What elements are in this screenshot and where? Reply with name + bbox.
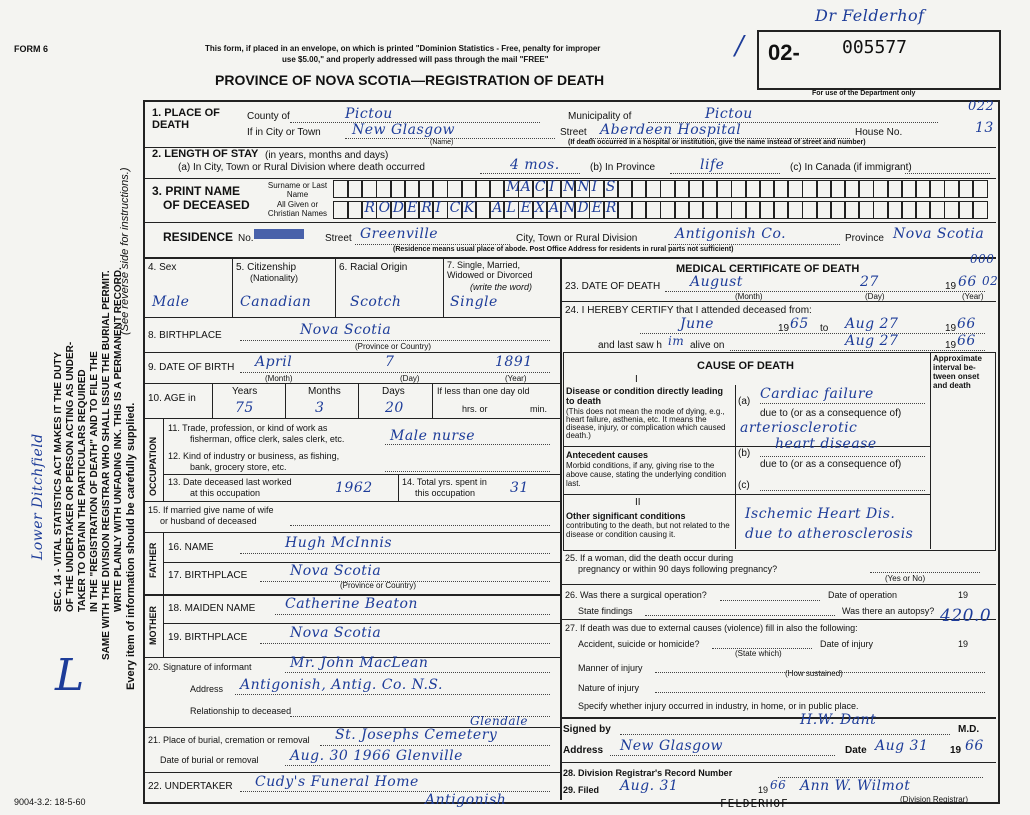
given-name-letter: E (591, 200, 603, 216)
divider (143, 257, 996, 259)
father-birthplace-label: 17. BIRTHPLACE (168, 570, 248, 581)
legal-line-2: OF THE UNDERTAKER OR PERSON ACTING AS UNDER- (65, 341, 76, 612)
death-date-label: 23. DATE OF DEATH (565, 281, 661, 292)
length-of-stay-label: 2. LENGTH OF STAY (152, 148, 259, 160)
legal-line-4: IN THE "REGISTRATION OF DEATH" AND TO FILE THE (89, 351, 100, 612)
signer-address-line (610, 755, 835, 756)
divider (560, 717, 996, 719)
burial-date-label: Date of burial or removal (160, 755, 259, 765)
autopsy-label: Was there an autopsy? (842, 606, 935, 616)
divider (143, 317, 560, 318)
dob-year: 1891 (495, 354, 533, 370)
divider (560, 619, 996, 620)
divider (443, 257, 444, 317)
city-label: If in City or Town (247, 127, 321, 138)
manner-label: Manner of injury (578, 663, 643, 673)
cause-of-death-title: CAUSE OF DEATH (697, 360, 794, 372)
to-year-prefix: 19 (945, 323, 957, 334)
undertaker-town: Antigonish (425, 792, 507, 808)
code-a: 000 (970, 252, 995, 266)
residence-city-line (668, 244, 840, 245)
street-value: Aberdeen Hospital (600, 122, 742, 138)
divider (560, 584, 996, 585)
divider (143, 222, 996, 223)
mother-birthplace-value: Nova Scotia (290, 625, 382, 641)
min-label: min. (530, 404, 548, 414)
to-year: 66 (957, 316, 976, 332)
death-month-caption: (Month) (735, 292, 763, 301)
woman-label-1: 25. If a woman, did the death occur during (565, 553, 734, 563)
signed-by-label: Signed by (563, 724, 611, 735)
dept-use-label: For use of the Department only (812, 90, 916, 97)
given-name-letter: K (463, 200, 475, 216)
part-two-label: II (635, 497, 641, 508)
informant-address-value: Antigonish, Antig. Co. N.S. (240, 677, 443, 693)
municipality-code: 022 (968, 99, 995, 114)
age-years-label: Years (232, 386, 258, 397)
total-years-label-1: 14. Total yrs. spent in (402, 477, 487, 487)
cause-a2-value: arteriosclerotic (740, 420, 858, 436)
divider (163, 623, 560, 624)
house-no-label: House No. (855, 127, 903, 138)
given-name-letter: C (449, 200, 461, 216)
trade-label-1: 11. Trade, profession, or kind of work as (168, 423, 328, 433)
due-to-label-a: due to (or as a consequence of) (760, 408, 902, 419)
dob-day: 7 (385, 354, 395, 370)
corner-note: Dr Felderhof (815, 6, 925, 25)
signed-year: 66 (965, 738, 984, 754)
burial-place-label: 21. Place of burial, cremation or removal (148, 735, 310, 745)
trade-label-2: fisherman, office clerk, sales clerk, etc. (190, 434, 345, 444)
father-name-value: Hugh McInnis (285, 535, 393, 551)
residence-label: RESIDENCE (163, 230, 234, 244)
margin-handwritten-note: Lower Ditchfield (30, 433, 46, 560)
father-name-label: 16. NAME (168, 542, 214, 553)
form-number: FORM 6 (14, 44, 49, 54)
street-label: Street (560, 127, 587, 138)
stay-city-line (480, 173, 580, 174)
stay-canada-line (905, 173, 990, 174)
place-of-death-label (152, 107, 232, 131)
house-no-value: 13 (975, 120, 994, 136)
felderhof-stamp: FELDERHOF (720, 797, 789, 810)
relationship-label: Relationship to deceased (190, 706, 292, 716)
father-name-line (240, 553, 550, 554)
dob-label: 9. DATE OF BIRTH (148, 362, 235, 373)
father-birthplace-caption: (Province or Country) (340, 581, 417, 590)
municipality-value: Pictou (705, 106, 753, 122)
surgical-label: 26. Was there a surgical operation? (565, 590, 707, 600)
divider (335, 257, 336, 317)
print-name-label-1: 3. PRINT NAME (152, 184, 241, 198)
residence-city-value: Antigonish Co. (675, 226, 787, 242)
woman-line (870, 572, 980, 573)
divider (563, 494, 930, 495)
cause-b-line (760, 456, 925, 457)
legal-line-1: SEC. 14 - VITAL STATISTICS ACT MAKES IT THE DUTY (53, 351, 64, 612)
injury-year-prefix: 19 (958, 639, 969, 649)
city-value: New Glasgow (352, 122, 456, 138)
last-saw-year-prefix: 19 (945, 340, 957, 351)
burial-overwrite: Glendale (470, 714, 529, 728)
see-reverse-note: (See reverse side for instructions.) (119, 167, 131, 335)
age-days-value: 20 (385, 400, 404, 416)
signed-by-line (620, 734, 950, 735)
birthplace-line (240, 340, 550, 341)
residence-street-value: Greenville (360, 226, 439, 242)
filed-year-prefix: 19 (758, 785, 769, 795)
disease-label: Disease or condition directly leading to death (566, 386, 724, 406)
yes-no-caption: (Yes or No) (885, 574, 926, 583)
mother-birthplace-line (260, 643, 550, 644)
given-name-letter: X (534, 200, 546, 216)
spouse-label-2: or husband of deceased (160, 516, 257, 526)
approx-interval-label: Approximate interval be-tween onset and death (933, 354, 982, 390)
signer-address-label: Address (563, 745, 604, 756)
surname-letter: A (520, 179, 532, 195)
death-date-line (665, 291, 985, 292)
every-item-note: Every item of information should be carefully supplied. (125, 402, 137, 690)
stay-province-label: (b) In Province (590, 162, 656, 173)
residence-province-label: Province (845, 233, 884, 244)
birthplace-value: Nova Scotia (300, 322, 392, 338)
burial-place-line (320, 745, 550, 746)
industry-label-1: 12. Kind of industry or business, as fishing, (168, 451, 340, 461)
dob-year-caption: (Year) (505, 374, 527, 383)
citizenship-value: Canadian (240, 294, 312, 310)
given-name-letter: A (492, 200, 503, 216)
mother-birthplace-label: 19. BIRTHPLACE (168, 632, 248, 643)
given-name-letter: E (407, 200, 418, 216)
residence-street-line (355, 244, 510, 245)
length-of-stay-sub: (in years, months and days) (265, 150, 389, 161)
sex-label: 4. Sex (148, 262, 177, 273)
cause-b-value: heart disease (775, 436, 877, 452)
form-code: 9004-3.2: 18-5-60 (14, 797, 86, 807)
undertaker-value: Cudy's Funeral Home (255, 774, 419, 790)
specify-label: Specify whether injury occurred in industry, in home, or in public place. (578, 701, 859, 711)
registrar-caption: (Division Registrar) (900, 795, 969, 804)
state-which-caption: (State which) (735, 649, 782, 658)
how-sustained-caption: (How sustained) (785, 669, 843, 678)
accident-label: Accident, suicide or homicide? (578, 639, 700, 649)
scribbled-out-number (254, 229, 304, 239)
given-name-letter: D (392, 200, 405, 216)
death-year-caption: (Year) (962, 292, 984, 301)
informant-sig-value: Mr. John MacLean (290, 655, 429, 671)
state-findings-line (645, 615, 835, 616)
md-label: M.D. (958, 724, 980, 735)
medical-certificate-title: MEDICAL CERTIFICATE OF DEATH (676, 263, 860, 275)
burial-date-line (285, 765, 550, 766)
date-operation-label: Date of operation (828, 590, 898, 600)
interval-divider (930, 352, 931, 549)
informant-sig-label: 20. Signature of informant (148, 662, 252, 672)
last-worked-value: 1962 (335, 480, 373, 496)
due-to-label-b: due to (or as a consequence of) (760, 459, 902, 470)
filed-year: 66 (770, 778, 787, 792)
surname-letter: S (605, 179, 616, 195)
record-number-label: 28. Division Registrar's Record Number (563, 768, 733, 778)
divider (398, 474, 399, 501)
dob-month: April (255, 354, 293, 370)
part-one-label: I (635, 374, 638, 385)
divider (143, 352, 560, 353)
county-label: County of (247, 111, 290, 122)
given-name-letter: O (378, 200, 391, 216)
antecedent-label: Antecedent causes (566, 450, 649, 460)
given-name-cell (972, 201, 988, 219)
burial-place-value: St. Josephs Cemetery (335, 727, 498, 743)
informant-address-line (235, 694, 550, 695)
mail-notice-line1: This form, if placed in an envelope, on which is printed "Dominion Statistics - Free, penalty for improper (205, 44, 601, 53)
marital-label: 7. Single, Married, Widowed or Divorced (447, 260, 533, 280)
date-injury-label: Date of injury (820, 639, 874, 649)
residence-street-label: Street (325, 233, 352, 244)
undertaker-label: 22. UNDERTAKER (148, 781, 233, 792)
spouse-line (290, 525, 550, 526)
filed-value: Aug. 31 (620, 778, 679, 794)
divider (212, 383, 213, 418)
cause-b-label: (b) (738, 448, 751, 459)
marital-value: Single (450, 294, 498, 310)
industry-line (385, 471, 550, 472)
father-birthplace-value: Nova Scotia (290, 563, 382, 579)
dob-month-caption: (Month) (265, 374, 293, 383)
age-label: 10. AGE in (148, 393, 196, 404)
attended-line (640, 333, 985, 334)
total-years-label-2: this occupation (415, 488, 476, 498)
stay-city-label: (a) In City, Town or Rural Division where death occurred (178, 162, 425, 173)
surname-letter: N (563, 179, 576, 195)
cause-a-line (760, 403, 925, 404)
residence-note: (Residence means usual place of abode. Post Office Address for residents in rural parts not sufficient) (393, 246, 734, 253)
antecedent-note: Morbid conditions, if any, giving rise to the above cause, stating the underlying condition last. (566, 461, 727, 488)
divider (560, 301, 996, 302)
occupation-side-label: OCCUPATION (148, 436, 158, 496)
birthplace-caption: (Province or Country) (355, 342, 432, 351)
op-year-prefix: 19 (958, 590, 969, 600)
mail-notice-line2: use $5.00," and properly addressed will pass through the mail "FREE" (282, 55, 549, 64)
age-days-label: Days (382, 386, 405, 397)
given-name-letter: I (435, 200, 442, 216)
death-year: 66 (958, 274, 977, 290)
given-name-letter: N (563, 200, 576, 216)
informant-address-label: Address (190, 684, 224, 694)
cause-c-label: (c) (738, 480, 750, 491)
divider (163, 474, 560, 475)
state-findings-label: State findings (578, 606, 633, 616)
trade-line (385, 444, 550, 445)
racial-origin-value: Scotch (350, 294, 402, 310)
trade-value: Male nurse (390, 428, 476, 444)
father-side-label: FATHER (148, 542, 158, 578)
industry-label-2: bank, grocery store, etc. (190, 462, 287, 472)
surname-letter: C (534, 179, 547, 195)
legal-line-3: TAKER TO OBTAIN THE PARTICULARS REQUIRED (77, 369, 88, 612)
given-names-grid (333, 201, 988, 217)
mother-side-label: MOTHER (148, 606, 158, 645)
stay-city-value: 4 mos. (510, 157, 560, 173)
from-year-prefix: 19 (778, 323, 790, 334)
margin-mark: L (55, 650, 85, 701)
signer-address-value: New Glasgow (620, 738, 724, 754)
birthplace-label: 8. BIRTHPLACE (148, 330, 222, 341)
surname-cell (972, 180, 988, 198)
residence-province-value: Nova Scotia (893, 226, 985, 242)
given-name-letter: R (364, 200, 376, 216)
surname-label: Surname or Last Name (267, 181, 328, 199)
divider (285, 383, 286, 418)
divider (432, 383, 433, 418)
divider (143, 383, 560, 384)
less-than-day-label: If less than one day old (437, 386, 530, 396)
county-value: Pictou (345, 106, 393, 122)
spouse-label-1: 15. If married give name of wife (148, 505, 274, 515)
divider (143, 532, 560, 533)
death-day-caption: (Day) (865, 292, 885, 301)
divider (143, 147, 996, 148)
residence-city-label: City, Town or Rural Division (516, 233, 638, 244)
mother-maiden-label: 18. MAIDEN NAME (168, 603, 256, 614)
place-label-text: 1. PLACE OF DEATH (152, 107, 220, 131)
legal-line-6: WRITE PLAINLY WITH UNFADING INK. THIS IS A PERMANENT RECORD. (113, 267, 124, 612)
name-caption: (Name) (430, 139, 454, 146)
divider (143, 418, 560, 419)
nature-label: Nature of injury (578, 683, 640, 693)
nature-line (655, 692, 985, 693)
residence-no-label: No. (238, 233, 254, 244)
mother-maiden-value: Catherine Beaton (285, 596, 418, 612)
stay-province-value: life (700, 157, 725, 173)
cause-a-value: Cardiac failure (760, 386, 874, 402)
racial-origin-label: 6. Racial Origin (339, 262, 408, 273)
legal-line-5: SAME WITH THE DIVISION REGISTRAR WHO SHALL ISSUE THE BURIAL PERMIT. (101, 270, 112, 660)
cause-c-line (760, 490, 925, 491)
informant-sig-line (285, 672, 550, 673)
surname-letter: N (577, 179, 591, 195)
surgical-line (720, 600, 820, 601)
external-causes-label: 27. If death was due to external causes (violence) fill in also the following: (565, 623, 858, 633)
age-years-value: 75 (235, 400, 254, 416)
death-day: 27 (860, 274, 879, 290)
citizenship-sub: (Nationality) (250, 273, 299, 283)
divider (358, 383, 359, 418)
to-label: to (820, 323, 829, 334)
given-name-letter: E (520, 200, 532, 216)
last-saw-date: Aug 27 (845, 333, 899, 349)
dob-line (240, 372, 550, 373)
to-date: Aug 27 (845, 316, 899, 332)
last-saw-him: im (668, 334, 685, 348)
attended-from-month: June (680, 316, 714, 332)
last-saw-label: and last saw h (598, 340, 662, 351)
code-b: 02 (982, 274, 999, 288)
death-year-prefix: 19 (945, 281, 957, 292)
divider (143, 501, 560, 502)
age-months-label: Months (308, 386, 341, 397)
last-saw-mid: alive on (690, 340, 725, 351)
other-condition-1: Ischemic Heart Dis. (745, 506, 896, 522)
surname-letter: M (506, 179, 522, 195)
woman-label-2: pregnancy or within 90 days following pregnancy? (578, 564, 778, 574)
external-code: 420.0 (940, 606, 992, 626)
dob-day-caption: (Day) (400, 374, 420, 383)
stay-province-line (670, 173, 780, 174)
other-conditions-label: Other significant conditions (566, 511, 686, 521)
surname-letter: I (549, 179, 556, 195)
stay-canada-label: (c) In Canada (if immigrant) (790, 162, 912, 173)
reg-prefix: 02- (768, 40, 800, 65)
other-conditions-note: contributing to the death, but not related to the disease or condition causing it. (566, 521, 730, 539)
divider (163, 418, 164, 501)
certify-label: 24. I HEREBY CERTIFY that I attended deceased from: (565, 305, 812, 316)
divider (232, 257, 233, 317)
last-saw-year: 66 (957, 333, 976, 349)
hrs-label: hrs. or (462, 404, 488, 414)
slash-mark: / (735, 31, 745, 61)
reg-number: 005577 (842, 37, 908, 58)
signed-date-value: Aug 31 (875, 738, 929, 754)
registrar-signature: Ann W. Wilmot (800, 778, 911, 794)
marital-sub: (write the word) (470, 282, 533, 292)
page-title: PROVINCE OF NOVA SCOTIA—REGISTRATION OF DEATH (215, 72, 605, 88)
surname-grid (333, 180, 988, 196)
divider (143, 772, 560, 773)
total-years-value: 31 (510, 480, 529, 496)
given-name-letter: R (605, 200, 617, 216)
given-name-letter: L (506, 200, 517, 216)
given-name-letter: R (421, 200, 433, 216)
disease-note: (This does not mean the mode of dying, e.g., heart failure, asthenia, etc. It means the disease, injury, or complication which caused death.) (566, 407, 726, 440)
filed-label: 29. Filed (563, 785, 600, 795)
from-year: 65 (790, 316, 809, 332)
given-names-label: All Given or Christian Names (267, 200, 328, 218)
last-worked-label-1: 13. Date deceased last worked (168, 477, 292, 487)
print-name-label-2: OF DECEASED (163, 198, 250, 212)
citizenship-label: 5. Citizenship (236, 262, 297, 273)
age-months-value: 3 (315, 400, 325, 416)
hospital-note: (If death occurred in a hospital or institution, give the name instead of street and number) (568, 139, 866, 146)
signed-year-prefix: 19 (950, 745, 962, 756)
last-worked-label-2: at this occupation (190, 488, 261, 498)
given-name-letter: A (549, 200, 560, 216)
sex-value: Male (152, 294, 190, 310)
cause-divider (735, 385, 736, 549)
given-name-letter: D (577, 200, 590, 216)
other-condition-2: due to atherosclerosis (745, 526, 914, 542)
signature-value: H.W. Dant (800, 712, 877, 728)
mother-maiden-line (275, 614, 550, 615)
signed-date-label: Date (845, 745, 867, 756)
death-month: August (690, 274, 743, 290)
municipality-label: Municipality of (568, 111, 632, 122)
burial-date-value: Aug. 30 1966 Glenville (290, 748, 463, 764)
cause-a-label: (a) (738, 396, 751, 407)
surname-letter: I (591, 179, 598, 195)
divider (560, 762, 996, 763)
